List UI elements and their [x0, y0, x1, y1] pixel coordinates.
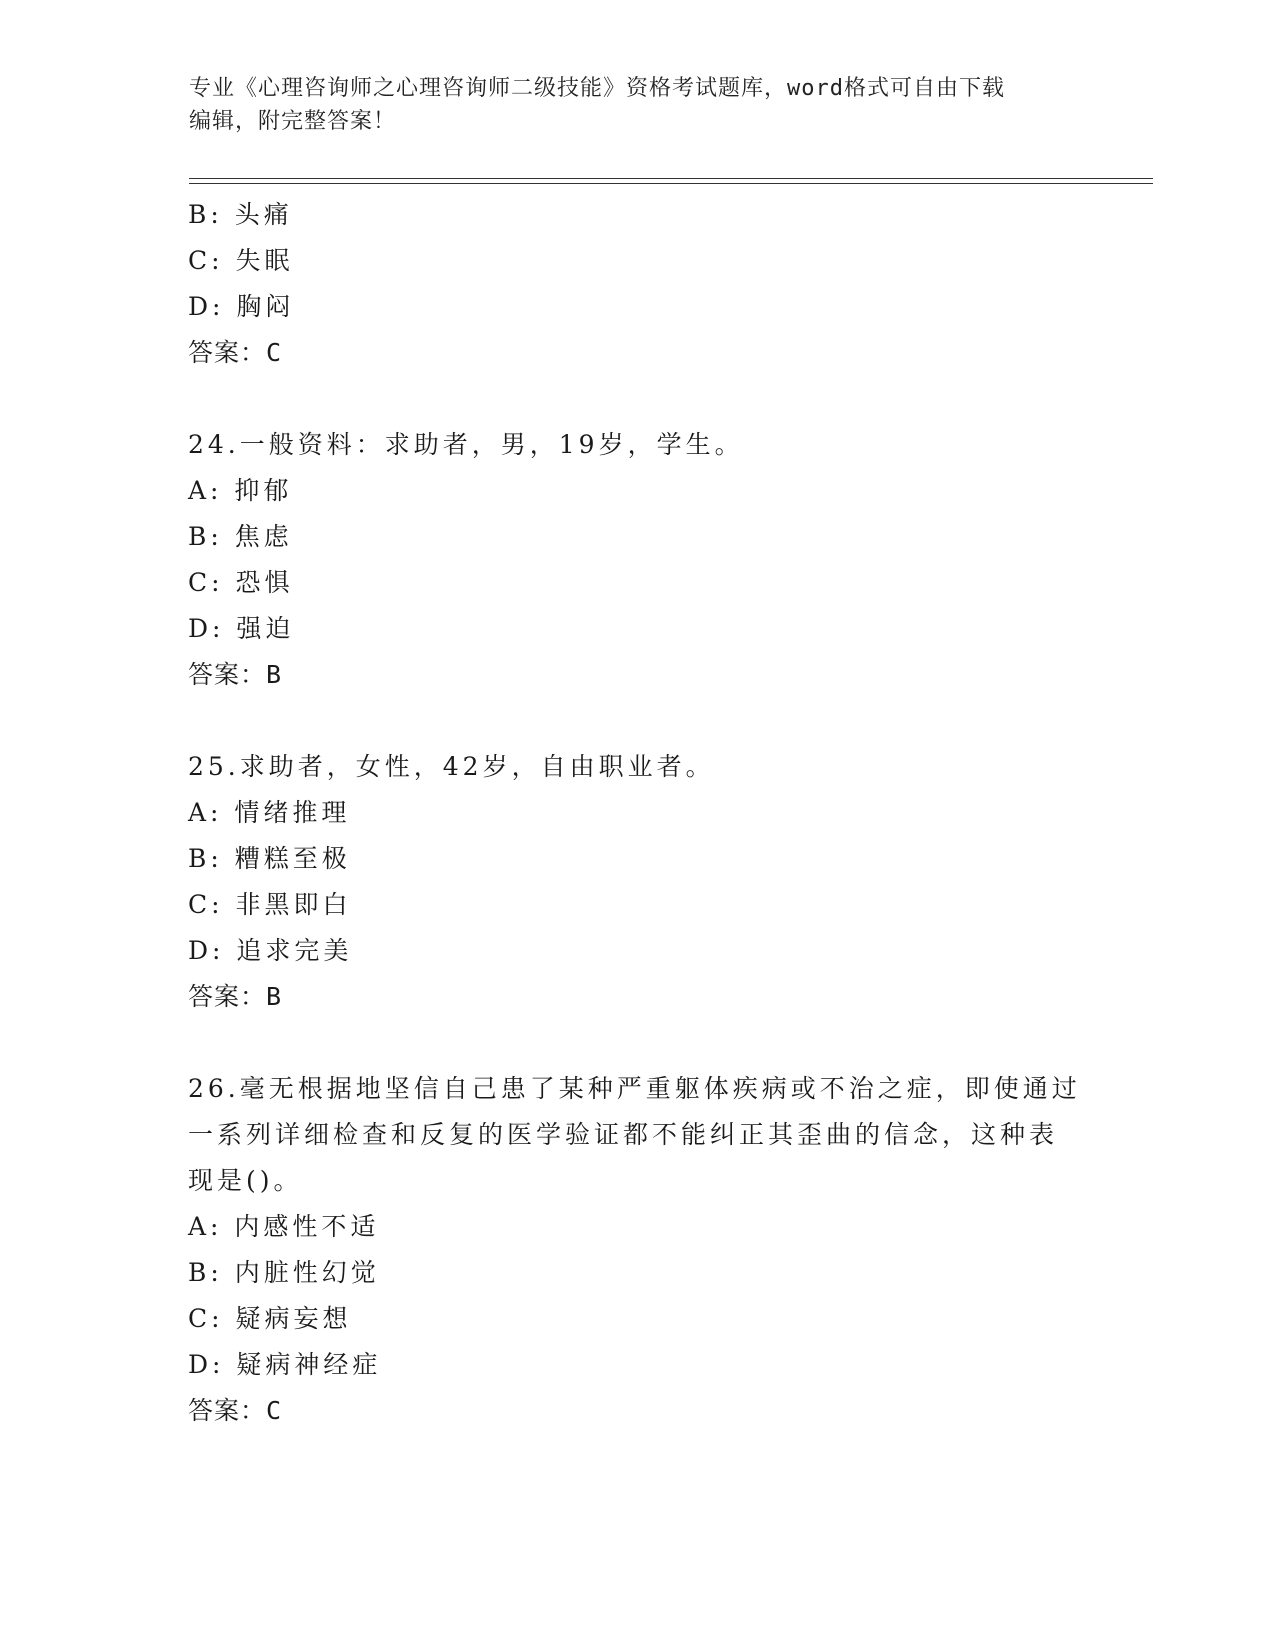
- document-header: [189, 72, 1089, 138]
- option-a: A: 内感性不适: [188, 1212, 380, 1241]
- option-c: C: 疑病妄想: [188, 1304, 352, 1333]
- question-25: [188, 744, 1088, 1020]
- spacer: [188, 376, 1088, 422]
- option-c: C: 恐惧: [188, 568, 294, 597]
- option-b: B: 焦虑: [188, 522, 293, 551]
- header-line-1: 专业《心理咨询师之心理咨询师二级技能》资格考试题库，word格式可自由下载: [189, 76, 1005, 101]
- answer-line: 答案：C: [188, 338, 283, 367]
- option-d: D: 胸闷: [188, 292, 295, 321]
- option-d: D: 追求完美: [188, 936, 353, 965]
- answer-line: 答案：B: [188, 660, 283, 689]
- option-b: B: 糟糕至极: [188, 844, 351, 873]
- question-stem-line-2: 一系列详细检查和反复的医学验证都不能纠正其歪曲的信念，这种表: [188, 1120, 1059, 1149]
- option-c: C: 非黑即白: [188, 890, 352, 919]
- option-b: B: 内脏性幻觉: [188, 1258, 380, 1287]
- answer-line: 答案：B: [188, 982, 283, 1011]
- option-a: A: 抑郁: [188, 476, 293, 505]
- spacer: [188, 698, 1088, 744]
- question-list: [188, 192, 1088, 1434]
- option-d: D: 疑病神经症: [188, 1350, 382, 1379]
- question-24: [188, 422, 1088, 698]
- option-c: C: 失眠: [188, 246, 294, 275]
- question-stem-line-3: 现是()。: [188, 1166, 303, 1195]
- header-divider-bottom: [189, 183, 1153, 184]
- question-stem: 24.一般资料：求助者，男，19岁，学生。: [188, 430, 744, 459]
- option-b: B: 头痛: [188, 200, 293, 229]
- spacer: [188, 1020, 1088, 1066]
- header-line-2: 编辑，附完整答案！: [189, 109, 397, 134]
- question-26: [188, 1066, 1088, 1434]
- answer-line: 答案：C: [188, 1396, 283, 1425]
- option-a: A: 情绪推理: [188, 798, 351, 827]
- question-23: [188, 192, 1088, 376]
- question-stem: 25.求助者，女性，42岁，自由职业者。: [188, 752, 715, 781]
- header-divider-top: [189, 178, 1153, 179]
- option-d: D: 强迫: [188, 614, 295, 643]
- question-stem-line-1: 26.毫无根据地坚信自己患了某种严重躯体疾病或不治之症，即使通过: [188, 1074, 1081, 1103]
